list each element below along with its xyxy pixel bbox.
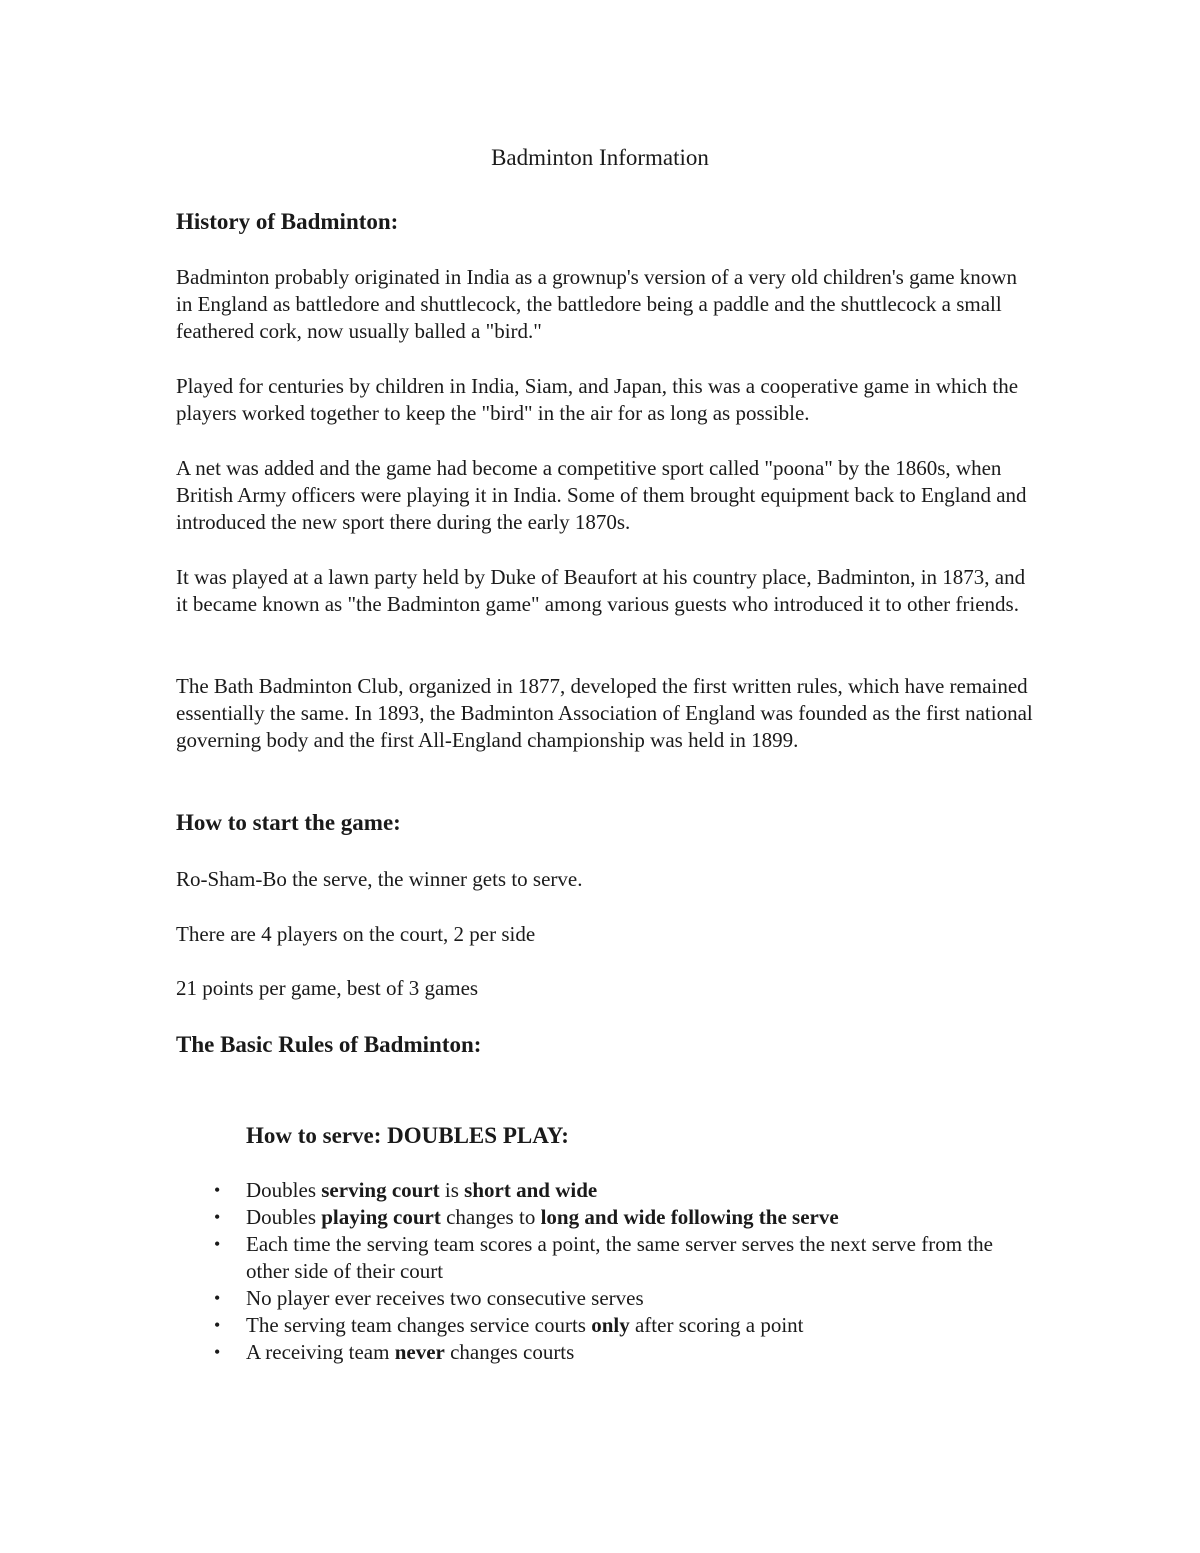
list-item: • Doubles serving court is short and wide: [214, 1178, 598, 1202]
bullet-icon: •: [214, 1234, 221, 1254]
bullet-icon: •: [214, 1342, 221, 1362]
bullet-icon: •: [214, 1207, 221, 1227]
bullet-icon: •: [214, 1288, 221, 1308]
start-paragraph: Ro-Sham-Bo the serve, the winner gets to serve.: [176, 867, 583, 891]
bullet-icon: •: [214, 1180, 221, 1200]
history-paragraph: Played for centuries by children in India, Siam, and Japan, this was a cooperative game in which the players worked together to keep the "bird" in the air for as long as possible.: [176, 374, 1019, 425]
list-item: • Each time the serving team scores a point, the same server serves the next serve from the other side of their court: [214, 1232, 993, 1283]
list-item: • A receiving team never changes courts: [214, 1340, 575, 1364]
history-heading: History of Badminton:: [176, 209, 399, 234]
bullet-icon: •: [214, 1315, 221, 1335]
history-paragraph: Badminton probably originated in India as a grownup's version of a very old children's game known in England as battledore and shuttlecock, the battledore being a paddle and the shuttlecock a small feathered cork, now usually balled a "bird.": [176, 265, 1017, 343]
start-heading: How to start the game:: [176, 810, 401, 835]
document-title: Badminton Information: [491, 145, 709, 170]
start-paragraph: There are 4 players on the court, 2 per side: [176, 922, 536, 946]
history-paragraph: It was played at a lawn party held by Duke of Beaufort at his country place, Badminton, in 1873, and it became known as "the Badminton game" among various guests who introduced it to other friends.: [176, 565, 1026, 616]
list-item: • Doubles playing court changes to long and wide following the serve: [214, 1205, 839, 1229]
start-paragraph: 21 points per game, best of 3 games: [176, 976, 479, 1000]
list-item: • The serving team changes service courts only after scoring a point: [214, 1313, 804, 1337]
history-paragraph: A net was added and the game had become a competitive sport called "poona" by the 1860s, when British Army officers were playing it in India. Some of them brought equipment back to England and introduced the new sport there during the early 1870s.: [176, 456, 1027, 534]
rules-heading: The Basic Rules of Badminton:: [176, 1032, 482, 1057]
list-item: • No player ever receives two consecutive serves: [214, 1286, 644, 1310]
doubles-subheading: How to serve: DOUBLES PLAY:: [246, 1123, 569, 1148]
history-paragraph: The Bath Badminton Club, organized in 1877, developed the first written rules, which have remained essentially the same. In 1893, the Badminton Association of England was founded as the first national governing body and the first All-England championship was held in 1899.: [176, 674, 1033, 752]
rules-list: [214, 1177, 1026, 1366]
